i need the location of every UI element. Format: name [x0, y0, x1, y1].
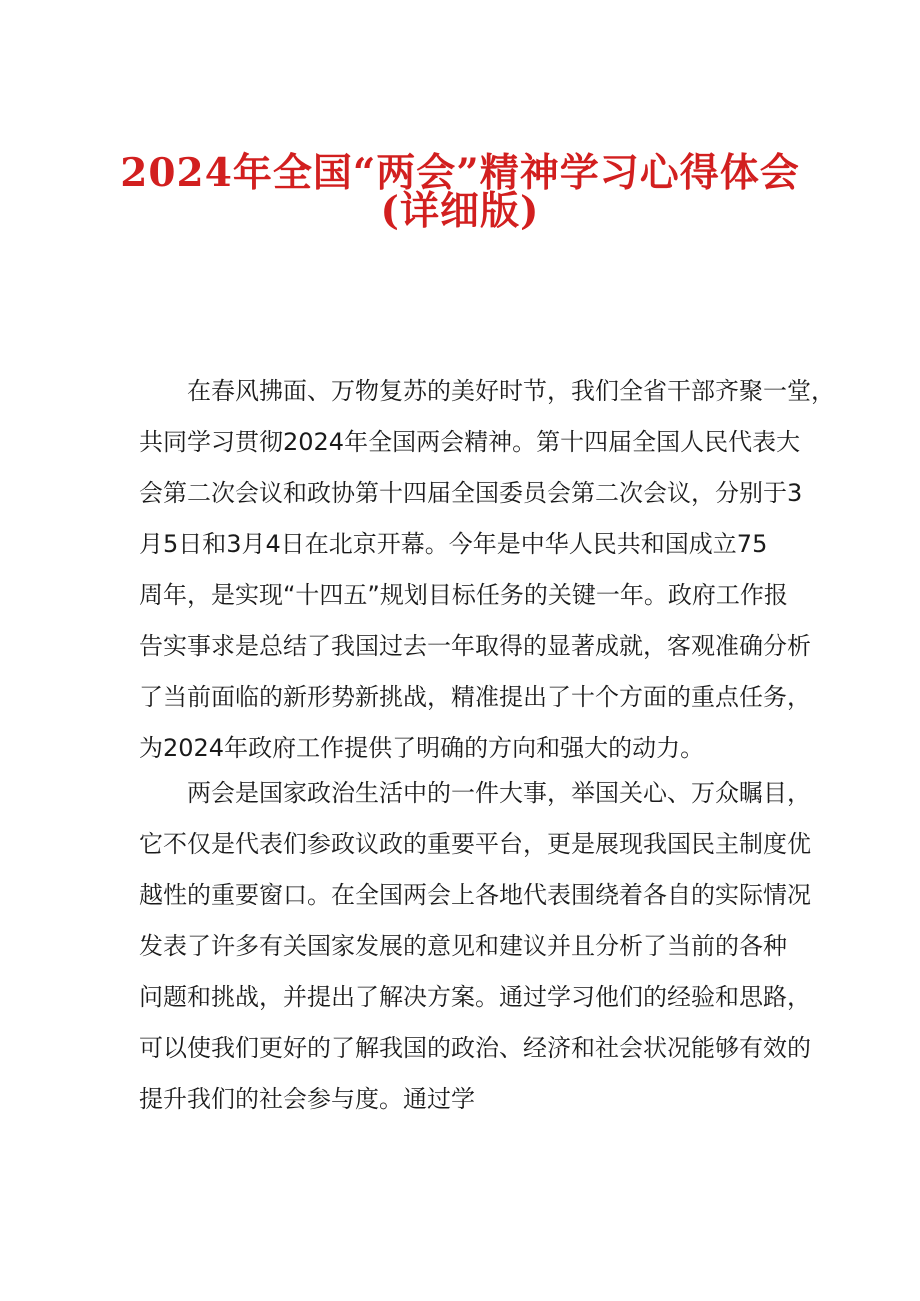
paragraph-line: 会第二次会议和政协第十四届全国委员会第二次会议，分别于3: [139, 479, 803, 507]
paragraph-line: 周年，是实现“十四五”规划目标任务的关键一年。政府工作报: [139, 581, 788, 609]
paragraph-line: 它不仅是代表们参政议政的重要平台，更是展现我国民主制度优: [139, 830, 811, 858]
paragraph-line: 问题和挑战，并提出了解决方案。通过学习他们的经验和思路，: [139, 983, 811, 1011]
paragraph-1: [139, 366, 835, 774]
paragraph-line: 为2024年政府工作提供了明确的方向和强大的动力。: [139, 734, 705, 762]
paragraph-line: 了当前面临的新形势新挑战，精准提出了十个方面的重点任务，: [139, 683, 811, 711]
paragraph-line: 两会是国家政治生活中的一件大事，举国关心、万众瞩目，: [187, 779, 811, 807]
paragraph-line: 可以使我们更好的了解我国的政治、经济和社会状况能够有效的: [139, 1034, 811, 1062]
paragraph-line: 告实事求是总结了我国过去一年取得的显著成就，客观准确分析: [139, 632, 811, 660]
paragraph-line: 提升我们的社会参与度。通过学: [139, 1085, 475, 1113]
paragraph-line: 共同学习贯彻2024年全国两会精神。第十四届全国人民代表大: [139, 428, 801, 456]
paragraph-line: 发表了许多有关国家发展的意见和建议并且分析了当前的各种: [139, 932, 787, 960]
paragraph-line: 越性的重要窗口。在全国两会上各地代表围绕着各自的实际情况: [139, 881, 811, 909]
paragraph-line: 月5日和3月4日在北京开幕。今年是中华人民共和国成立75: [139, 530, 768, 558]
document-title: 2024年全国“两会”精神学习心得体会: [120, 150, 800, 196]
paragraph-line: 在春风拂面、万物复苏的美好时节，我们全省干部齐聚一堂，: [187, 377, 835, 405]
document-subtitle: (详细版): [380, 188, 540, 234]
paragraph-2: [139, 768, 811, 1125]
